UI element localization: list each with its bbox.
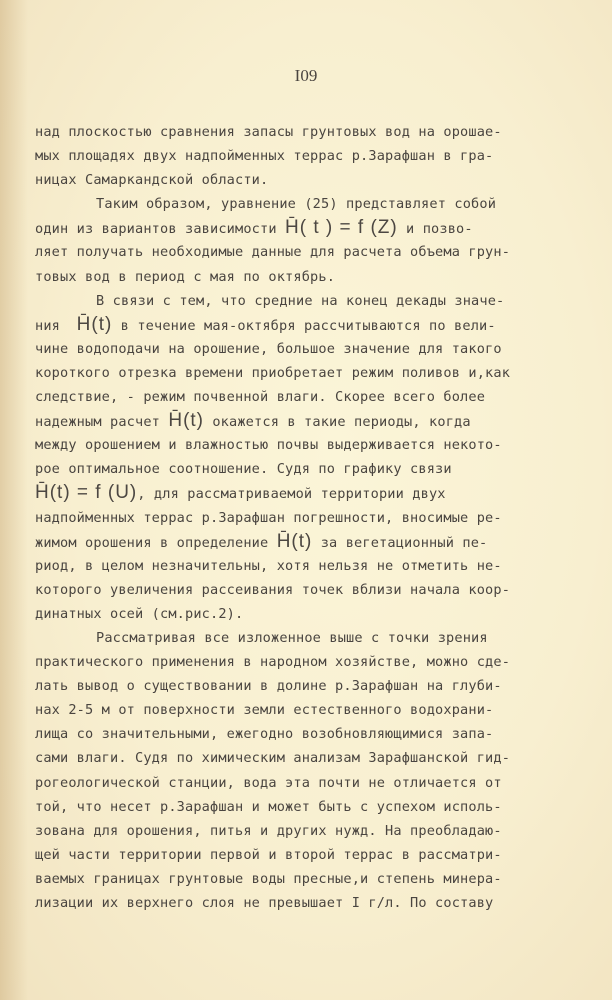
text-span: один из вариантов зависимости <box>35 221 286 238</box>
paragraph-start-line: Таким образом, уравнение (25) представляет собой <box>96 196 497 213</box>
text-line: практического применения в народном хозяйстве, можно сде- <box>35 654 511 671</box>
page-edge-shadow <box>0 0 28 1000</box>
formula: H̄(t) <box>276 530 313 552</box>
body-text <box>35 120 535 915</box>
text-line: товых вод в период с мая по октябрь. <box>35 268 336 285</box>
text-line: ницах Самаркандской области. <box>35 172 269 189</box>
text-span: в течение мая-октября рассчитываются по вели- <box>112 317 496 334</box>
text-span: , для рассматриваемой территории двух <box>137 486 446 503</box>
text-line: лать вывод о существовании в долине р.Зарафшан на глуби- <box>35 678 502 695</box>
paragraph-start-line: В связи с тем, что средние на конец декады значе- <box>96 292 505 309</box>
text-line: риод, в целом незначительны, хотя нельзя не отметить не- <box>35 557 502 574</box>
text-span: за вегетационный пе- <box>312 534 488 551</box>
text-span: ния <box>35 317 77 334</box>
text-span: жимом орошения в определение <box>35 534 277 551</box>
text-line: между орошением и влажностью почвы выдерживается некото- <box>35 437 502 454</box>
formula: H̄(t) = f (U) <box>35 482 138 504</box>
page-number: I09 <box>294 66 318 85</box>
text-span: надежным расчет <box>35 414 169 431</box>
text-line: мых площадях двух надпойменных террас р.Зарафшан в гра- <box>35 148 494 165</box>
text-line: лизации их верхнего слоя не превышает I г/л. По составу <box>35 895 494 911</box>
formula: H̄(t) <box>76 313 113 335</box>
paragraph-start-line: Рассматривая все изложенное выше с точки зрения <box>96 629 488 646</box>
formula: H̄(t) <box>168 410 205 432</box>
text-line-with-formula <box>35 409 535 433</box>
text-line: следствие, - режим почвенной влаги. Скорее всего более <box>35 389 486 406</box>
text-line: над плоскостью сравнения запасы грунтовых вод на орошае- <box>35 124 502 140</box>
text-line: зована для орошения, питья и других нужд. На преобладаю- <box>35 822 502 839</box>
text-line: короткого отрезка времени приобретает режим поливов и,как <box>35 364 511 381</box>
text-line: лища со значительными, ежегодно возобновляющимися запа- <box>35 726 494 743</box>
formula: H̄( t ) = f (Z) <box>285 217 398 239</box>
text-span: окажется в такие периоды, когда <box>204 414 471 431</box>
text-line-with-formula <box>35 530 535 554</box>
text-line: той, что несет р.Зарафшан и может быть с успехом исполь- <box>35 798 502 815</box>
text-line: щей части территории первой и второй террас в рассматри- <box>35 846 502 863</box>
text-line: ляет получать необходимые данные для расчета объема грун- <box>35 244 511 261</box>
text-line: которого увеличения рассеивания точек вблизи начала коор- <box>35 581 511 598</box>
text-line-with-formula <box>35 313 535 337</box>
text-line: ваемых границах грунтовые воды пресные,и степень минера- <box>35 870 502 887</box>
text-line-with-formula <box>35 481 535 505</box>
text-line-with-formula <box>35 216 535 240</box>
text-span: и позво- <box>397 221 473 238</box>
text-line: сами влаги. Судя по химическим анализам Зарафшанской гид- <box>35 750 511 767</box>
text-line: нах 2-5 м от поверхности земли естественного водохрани- <box>35 702 494 719</box>
text-line: динатных осей (см.рис.2). <box>35 605 244 622</box>
text-line: рое оптимальное соотношение. Судя по графику связи <box>35 461 452 478</box>
text-line: надпойменных террас р.Зарафшан погрешности, вносимые ре- <box>35 509 502 526</box>
text-line: рогеологической станции, вода эта почти не отличается от <box>35 774 502 791</box>
text-line: чине водоподачи на орошение, большое значение для такого <box>35 340 502 357</box>
